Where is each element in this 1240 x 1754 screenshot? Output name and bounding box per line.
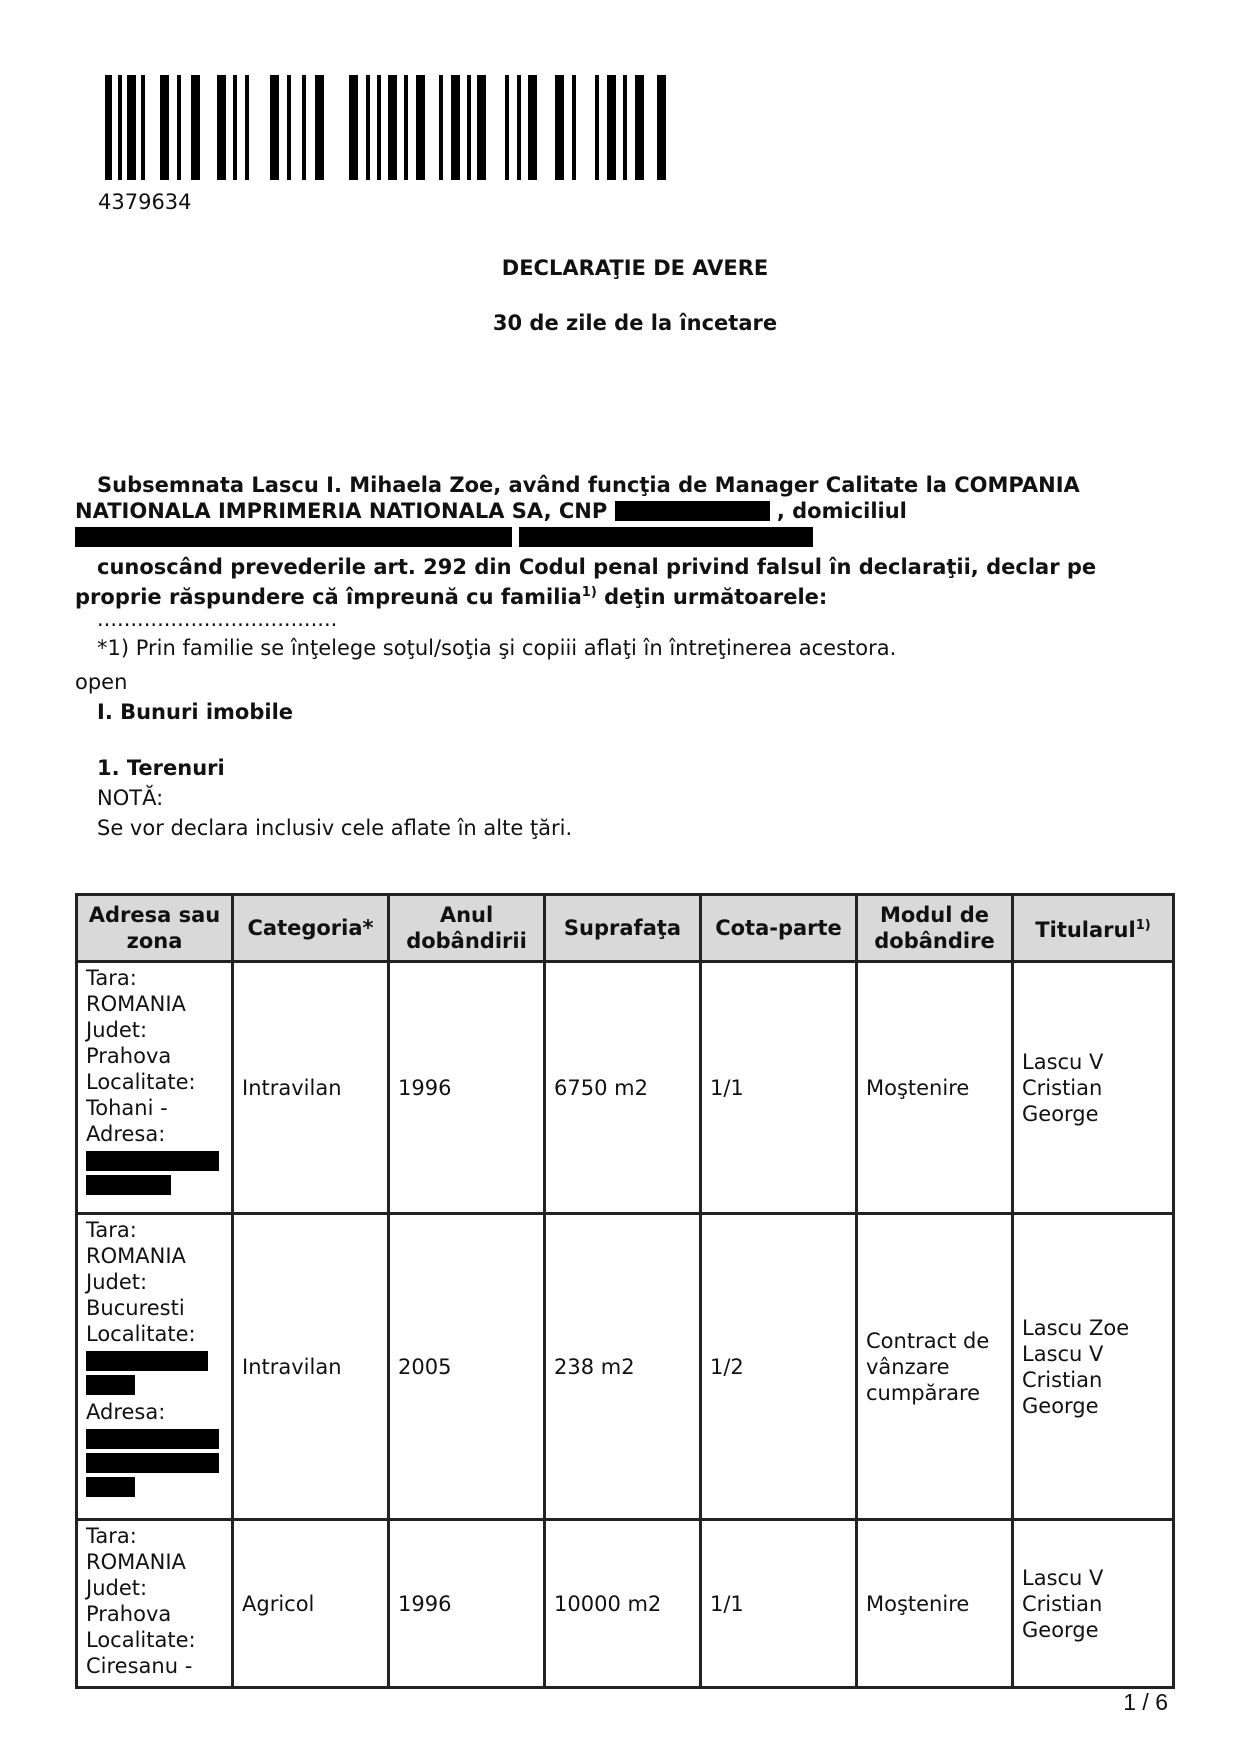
redacted-block xyxy=(86,1477,135,1497)
cell-area: 10000 m2 xyxy=(545,1520,701,1688)
col-header-category: Categoria* xyxy=(233,895,389,962)
dotted-line: .................................... xyxy=(97,607,338,631)
col-header-mode: Modul de dobândire xyxy=(857,895,1013,962)
addr-line: ROMANIA xyxy=(86,992,186,1016)
addr-line: Bucuresti xyxy=(86,1296,185,1320)
barcode-number: 4379634 xyxy=(98,190,192,214)
cell-share: 1/2 xyxy=(701,1214,857,1520)
open-marker: open xyxy=(75,670,128,694)
redacted-block xyxy=(86,1375,135,1395)
table-row xyxy=(77,962,1174,1214)
redacted-block xyxy=(86,1453,219,1473)
addr-line: Adresa: xyxy=(86,1122,166,1146)
cell-year: 1996 xyxy=(389,962,545,1214)
cell-mode: Moştenire xyxy=(857,962,1013,1214)
addr-line: Prahova xyxy=(86,1602,172,1626)
page-number: 1 / 6 xyxy=(1123,1689,1168,1715)
addr-line: Judet: xyxy=(86,1576,148,1600)
addr-line: ROMANIA xyxy=(86,1244,186,1268)
land-table xyxy=(75,893,1175,1689)
cell-area: 238 m2 xyxy=(545,1214,701,1520)
document-subtitle: 30 de zile de la încetare xyxy=(492,311,778,335)
addr-line: Prahova xyxy=(86,1044,172,1068)
cell-category: Intravilan xyxy=(233,962,389,1214)
addr-line: Tara: xyxy=(86,1218,137,1242)
col-header-address: Adresa sau zona xyxy=(77,895,233,962)
redacted-block xyxy=(86,1175,171,1195)
intro-text-b: , domiciliul xyxy=(776,499,907,523)
declaration-paragraph xyxy=(75,554,1165,610)
declaration-text-b: deţin următoarele: xyxy=(604,585,828,609)
cell-owner: Lascu V Cristian George xyxy=(1013,962,1174,1214)
table-row xyxy=(77,1214,1174,1520)
cell-category: Intravilan xyxy=(233,1214,389,1520)
cell-owner: Lascu Zoe Lascu V Cristian George xyxy=(1013,1214,1174,1520)
redacted-block xyxy=(86,1151,219,1171)
subsection-heading: 1. Terenuri xyxy=(97,756,225,780)
cell-year: 2005 xyxy=(389,1214,545,1520)
addr-line: Tara: xyxy=(86,966,137,990)
owner-footnote-ref: 1) xyxy=(1135,918,1151,933)
cell-address xyxy=(77,1214,233,1520)
cell-mode: Contract de vânzare cumpărare xyxy=(857,1214,1013,1520)
cell-owner: Lascu V Cristian George xyxy=(1013,1520,1174,1688)
redacted-block xyxy=(86,1351,208,1371)
intro-text-a: Subsemnata Lascu I. Mihaela Zoe, având funcţia de Manager Calitate la COMPANIA NATIONALA IMPRIMERIA NATIONALA SA, CNP xyxy=(75,473,1080,523)
cell-category: Agricol xyxy=(233,1520,389,1688)
cell-address xyxy=(77,1520,233,1688)
cell-year: 1996 xyxy=(389,1520,545,1688)
redacted-cnp xyxy=(615,501,770,521)
col-header-area: Suprafaţa xyxy=(545,895,701,962)
addr-line: Tara: xyxy=(86,1524,137,1548)
col-header-year: Anul dobândirii xyxy=(389,895,545,962)
section-heading: I. Bunuri imobile xyxy=(97,700,294,724)
cell-share: 1/1 xyxy=(701,1520,857,1688)
declaration-text-a: cunoscând prevederile art. 292 din Codul penal privind falsul în declaraţii, declar pe proprie răspundere că împreună cu familia xyxy=(75,555,1097,609)
addr-line: Localitate: xyxy=(86,1322,196,1346)
addr-line: Tohani - xyxy=(86,1096,168,1120)
redacted-address xyxy=(75,527,512,547)
addr-line: ROMANIA xyxy=(86,1550,186,1574)
barcode xyxy=(105,75,675,180)
table-row xyxy=(77,1520,1174,1688)
document-title: DECLARAŢIE DE AVERE xyxy=(501,256,769,280)
cell-mode: Moştenire xyxy=(857,1520,1013,1688)
addr-line: Adresa: xyxy=(86,1400,166,1424)
redacted-address-cont xyxy=(519,527,813,547)
col-header-owner-label: Titularul xyxy=(1035,918,1136,942)
addr-line: Judet: xyxy=(86,1018,148,1042)
addr-line: Judet: xyxy=(86,1270,148,1294)
footnote-ref: 1) xyxy=(581,585,597,600)
intro-paragraph xyxy=(75,472,1165,550)
note-text: Se vor declara inclusiv cele aflate în alte ţări. xyxy=(97,816,573,840)
cell-address xyxy=(77,962,233,1214)
addr-line: Ciresanu - xyxy=(86,1654,193,1678)
cell-area: 6750 m2 xyxy=(545,962,701,1214)
redacted-block xyxy=(86,1429,219,1449)
footnote-text: *1) Prin familie se înţelege soţul/soţia şi copiii aflaţi în întreţinerea acestora. xyxy=(97,636,897,660)
col-header-share: Cota-parte xyxy=(701,895,857,962)
addr-line: Localitate: xyxy=(86,1628,196,1652)
col-header-owner xyxy=(1013,895,1174,962)
addr-line: Localitate: xyxy=(86,1070,196,1094)
cell-share: 1/1 xyxy=(701,962,857,1214)
table-header-row xyxy=(77,895,1174,962)
note-label: NOTĂ: xyxy=(97,786,164,810)
